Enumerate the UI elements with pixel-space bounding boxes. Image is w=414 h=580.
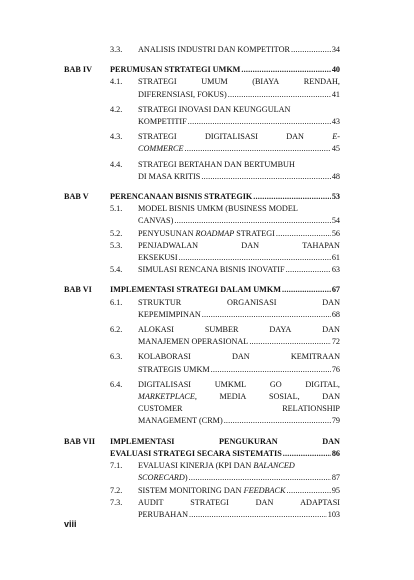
word: UMUM [201, 77, 228, 87]
page-ref: 56 [331, 228, 340, 238]
section-title-rest: ) [184, 473, 188, 483]
leader-dots [228, 89, 331, 101]
word: KOLABORASI [138, 352, 191, 362]
section-number: 5.3. [110, 240, 123, 250]
section-number: 6.3. [110, 352, 123, 362]
word: SOSIAL, [268, 392, 300, 402]
toc-entry-7-3[interactable] [64, 497, 340, 521]
section-title-cont: PERUBAHAN [138, 509, 189, 519]
section-number: 4.4. [110, 159, 123, 169]
page-ref: 40 [331, 65, 340, 75]
word: DIGITAL, [305, 379, 340, 389]
section-title: STRATEGI INOVASI DAN KEUNGGULAN [138, 104, 291, 114]
chapter-title: PERUMUSAN STRTATEGI UMKM [110, 65, 241, 75]
section-title: SIMULASI RENCANA BISNIS INOVATIF [138, 265, 285, 275]
section-title-cont: COMMERCE [138, 144, 184, 154]
section-title: SISTEM MONITORING DAN [138, 485, 244, 495]
word: UMKML [214, 379, 247, 389]
section-title-cont: STRATEGIS UMKM [138, 364, 210, 374]
word: GO [269, 379, 282, 389]
section-number: 7.3. [110, 497, 123, 507]
page-ref: 53 [331, 192, 340, 202]
section-number: 5.1. [110, 204, 123, 214]
chapter-label: BAB VII [64, 436, 96, 446]
page-ref: 43 [331, 117, 340, 127]
word: RENDAH, [303, 77, 340, 87]
chapter-title: IMPLEMENTASI STRATEGI DALAM UMKM [110, 285, 281, 295]
section-number: 4.2. [110, 104, 123, 114]
page-ref: 76 [331, 364, 340, 374]
page-ref: 67 [331, 285, 340, 295]
word: AUDIT [138, 497, 164, 507]
section-number: 3.3. [110, 45, 123, 54]
word: DIGITALISASI [138, 379, 192, 389]
leader-dots [283, 448, 331, 460]
leader-dots [201, 171, 330, 183]
word: PENGUKURAN [219, 436, 278, 446]
word: DAN [231, 352, 250, 362]
section-title-cont: DIFERENSIASI, FOKUS) [138, 89, 227, 99]
table-of-contents [64, 44, 340, 521]
leader-dots [276, 228, 331, 240]
leader-dots [249, 336, 331, 348]
section-title-cont: MANAGEMENT (CRM) [138, 416, 223, 426]
section-title-cont: KEPEMIMPINAN [138, 309, 201, 319]
page-ref: 61 [331, 253, 340, 263]
toc-chapter-5[interactable] [64, 191, 340, 203]
page-ref: 45 [331, 144, 340, 154]
section-number: 7.2. [110, 485, 123, 495]
page-ref: 86 [331, 448, 340, 458]
page-ref: 63 [331, 265, 340, 275]
page-ref: 87 [331, 473, 340, 483]
word: STRATEGI [138, 77, 177, 87]
section-number: 4.1. [110, 77, 123, 87]
word: STRUKTUR [138, 297, 182, 307]
word: DAN [322, 297, 340, 307]
section-title-italic: ROADMAP [195, 228, 235, 238]
page-ref: 68 [331, 309, 340, 319]
word: E- [332, 132, 340, 142]
leader-dots [202, 309, 331, 321]
word: RELATIONSHIP [282, 404, 340, 414]
section-title-cont: DI MASA KRITIS [138, 171, 201, 181]
page-number: viii [64, 519, 77, 529]
chapter-title-cont: EVALUASI STRATEGI SECARA SISTEMATIS [110, 448, 282, 458]
toc-entry-6-1[interactable] [64, 297, 340, 321]
word: ALOKASI [138, 325, 174, 335]
leader-dots [179, 252, 331, 264]
toc-entry-5-4[interactable] [64, 264, 340, 276]
toc-chapter-7[interactable] [64, 436, 340, 460]
word: IMPLEMENTASI [110, 436, 175, 446]
leader-dots [241, 64, 330, 76]
section-title-cont: EKSEKUSI [138, 253, 178, 263]
toc-entry-3-3[interactable] [64, 44, 340, 56]
section-title: EVALUASI KINERJA (KPI DAN [138, 461, 254, 471]
page-ref: 72 [331, 337, 340, 347]
section-title-cont: CANVAS) [138, 216, 174, 226]
toc-entry-6-4[interactable] [64, 379, 340, 428]
toc-entry-7-2[interactable] [64, 485, 340, 497]
word-italic: MARKETPLACE, [138, 392, 197, 402]
toc-entry-4-3[interactable] [64, 131, 340, 155]
word: ADAPTASI [300, 497, 340, 507]
word: DAYA [269, 325, 292, 335]
toc-chapter-4[interactable] [64, 64, 340, 76]
toc-chapter-6[interactable] [64, 284, 340, 296]
section-title-italic: SCORECARD [138, 473, 185, 483]
word: DAN [286, 132, 304, 142]
section-number: 5.4. [110, 265, 123, 275]
word: MEDIA [219, 392, 247, 402]
word: (BIAYA [252, 77, 280, 87]
page-ref: 41 [331, 89, 340, 99]
word: DAN [322, 392, 340, 402]
section-title-italic: BALANCED [253, 461, 295, 471]
toc-entry-6-2[interactable] [64, 324, 340, 348]
leader-dots [253, 191, 331, 203]
section-title-cont: KOMPETITIF [138, 117, 187, 127]
word: KEMITRAAN [290, 352, 340, 362]
toc-entry-5-3[interactable] [64, 240, 340, 264]
page-ref: 54 [331, 216, 340, 226]
section-number: 6.1. [110, 297, 123, 307]
leader-dots [189, 509, 327, 521]
toc-entry-4-4[interactable] [64, 159, 340, 183]
chapter-label: BAB IV [64, 65, 92, 75]
leader-dots [282, 284, 331, 296]
leader-dots [184, 143, 330, 155]
leader-dots [211, 364, 331, 376]
leader-dots [286, 264, 331, 276]
word: STRATEGI [138, 132, 177, 142]
section-title: PENYUSUNAN [138, 228, 196, 238]
word: CUSTOMER [138, 404, 183, 414]
toc-entry-5-1[interactable] [64, 203, 340, 227]
page-ref: 103 [327, 509, 340, 519]
section-title-cont: MANAJEMEN OPERASIONAL [138, 337, 249, 347]
section-number: 7.1. [110, 461, 123, 471]
leader-dots [291, 44, 331, 56]
word: ORGANISASI [226, 297, 277, 307]
word: STRATEGI [190, 497, 229, 507]
word: DAN [322, 436, 340, 446]
leader-dots [174, 215, 330, 227]
section-number: 4.3. [110, 132, 123, 142]
section-title: STRATEGI BERTAHAN DAN BERTUMBUH [138, 159, 295, 169]
leader-dots [189, 472, 331, 484]
page-ref: 79 [331, 416, 340, 426]
word: TAHAPAN [302, 240, 340, 250]
leader-dots [286, 485, 330, 497]
section-title: ANALISIS INDUSTRI DAN KOMPETITOR [138, 45, 291, 54]
chapter-title: PERENCANAAN BISNIS STRATEGIK [110, 192, 253, 202]
page-ref: 95 [331, 485, 340, 495]
page-ref: 48 [331, 171, 340, 181]
section-title-rest: STRATEGI [234, 228, 275, 238]
section-title: MODEL BISNIS UMKM (BUSINESS MODEL [138, 204, 298, 214]
section-number: 6.2. [110, 325, 123, 335]
toc-entry-4-1[interactable] [64, 76, 340, 100]
section-title-italic: FEEDBACK [243, 485, 286, 495]
toc-entry-7-1[interactable] [64, 460, 340, 484]
word: DIGITALISASI [204, 132, 258, 142]
word: DAN [322, 325, 340, 335]
chapter-label: BAB V [64, 192, 89, 202]
leader-dots [224, 415, 331, 427]
word: DAN [241, 240, 260, 250]
section-number: 5.2. [110, 228, 123, 238]
word: DAN [255, 497, 274, 507]
word: PENJADWALAN [138, 240, 199, 250]
word: SUMBER [204, 325, 239, 335]
toc-entry-5-2[interactable] [64, 228, 340, 240]
leader-dots [188, 116, 331, 128]
section-number: 6.4. [110, 379, 123, 389]
toc-entry-6-3[interactable] [64, 351, 340, 375]
toc-entry-4-2[interactable] [64, 104, 340, 128]
page-ref: 34 [331, 45, 340, 54]
chapter-label: BAB VI [64, 285, 92, 295]
